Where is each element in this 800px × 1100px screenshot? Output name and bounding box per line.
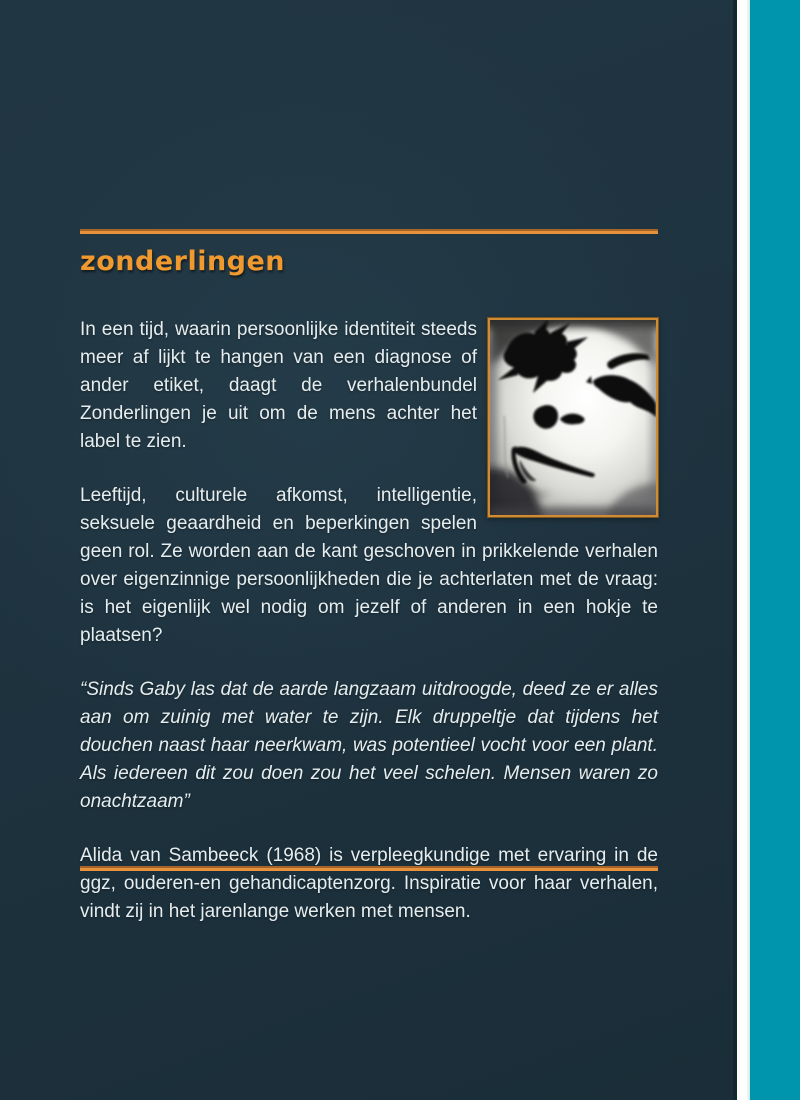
book-title: zonderlingen — [80, 246, 286, 277]
portrait-face-illustration — [490, 320, 656, 515]
author-bio-paragraph: Alida van Sambeeck (1968) is verpleegkundige met ervaring in de ggz, ouderen-en gehandicaptenzorg. Inspiratie voor haar verhalen, vindt zij in het jarenlange werken met mensen. — [80, 845, 658, 922]
portrait-artwork — [488, 318, 658, 517]
top-divider-rule — [80, 229, 658, 234]
spine-stripe-cyan — [750, 0, 800, 1100]
bottom-divider-rule — [80, 866, 658, 871]
quote-paragraph: “Sinds Gaby las dat de aarde langzaam uitdroogde, deed ze er alles aan om zuinig met water te zijn. Elk druppeltje dat tijdens het douchen naast haar neerkwam, was potentieel vocht voor een plant. Als iedereen dit zou doen zou het veel schelen. Mensen waren zo onachtzaam” — [80, 679, 658, 812]
body-paragraph: Leeftijd, culturele afkomst, intelligentie, seksuele geaardheid en beperkingen spelen geen rol. Ze worden aan de kant geschoven in prikkelende verhalen over eigenzinnige persoonlijkheden die je achterlaten met de vraag: is het eigenlijk wel nodig om jezelf of anderen in een hokje te plaatsen? — [80, 485, 658, 646]
spine-stripe-white — [737, 0, 750, 1100]
intro-paragraph: In een tijd, waarin persoonlijke identiteit steeds meer af lijkt te hangen van een diagnose of ander etiket, daagt de verhalenbundel Zonderlingen je uit om de mens achter het label te zien. — [80, 319, 477, 452]
blurb-content — [80, 316, 658, 926]
